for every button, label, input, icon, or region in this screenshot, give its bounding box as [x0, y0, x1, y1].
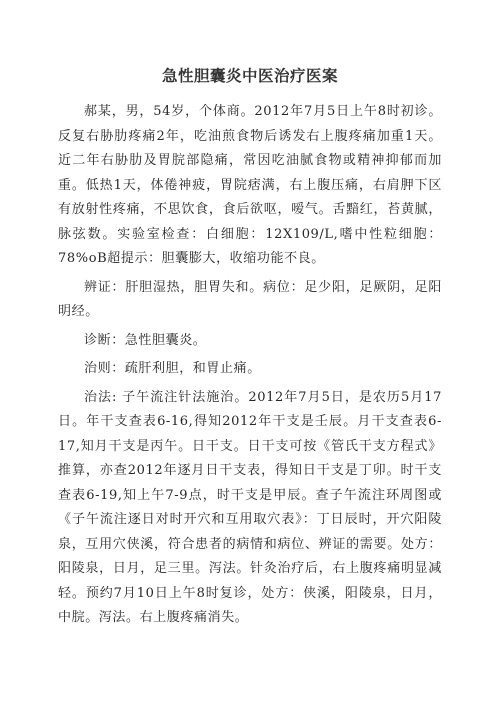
- diagnosis-paragraph: 诊断：急性胆囊炎。: [84, 332, 207, 348]
- treatment-principle-paragraph: 治则：疏肝利胆，和胃止痛。: [84, 361, 261, 376]
- syndrome-differentiation-paragraph: 辨证：肝胆湿热，胆胃失和。病位：足少阳，足厥阴，足阳明经。: [58, 279, 442, 319]
- document-title: 急性胆囊炎中医治疗医案: [161, 67, 338, 85]
- treatment-method-paragraph: 治法: 子午流注针法施治。2012年7月5日，是农历5月17日。年干支查表6-16,得知2012年干支是壬辰。月干支查表6-17,知月干支是丙午。日干支。日干支可按《管氏干支方程式》推算，亦查2012年逐月日干支表，得知日干支是丁卯。时干支查表6-19,知上午7-9点，时干支是甲辰。查子午流注环周图或《子午流注逐日对时开穴和互用取穴表》：丁日辰时，开穴阳陵泉，互用穴侠溪，符合患者的病情和病位、辨证的需要。处方：阳陵泉，日月，足三里。泻法。针灸治疗后，右上腹疼痛明显减轻。预约7月10日上午8时复诊，处方：侠溪，阳陵泉，日月，中脘。泻法。右上腹疼痛消失。: [58, 389, 442, 625]
- case-history-paragraph: 郝某，男，54岁，个体商。2012年7月5日上午8时初诊。反复右胁肋疼痛2年，吃油煎食物后诱发右上腹疼痛加重1天。近二年右胁肋及胃脘部隐痛，常因吃油腻食物或精神抑郁而加重。低热1天，体倦神疲，胃院痞满，右上腹压痛，右肩胛下区有放射性疼痛，不思饮食，食后欲呕，嗳气。舌黯红，苔黄腻，脉弦数。实验室检查：白细胞：12X109/L,嗜中性粒细胞：78%oB超提示：胆囊膨大，收缩功能不良。: [58, 104, 442, 266]
